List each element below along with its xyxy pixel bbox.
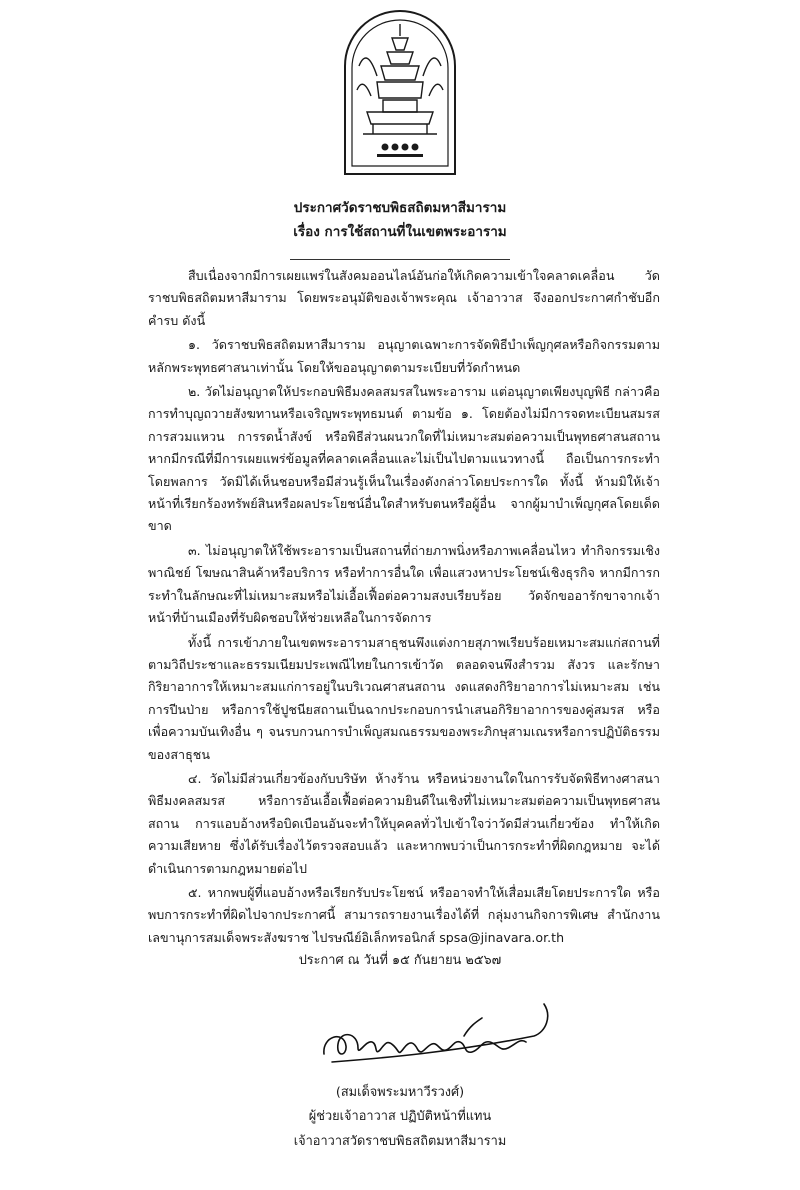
dress-code-paragraph: ทั้งนี้ การเข้าภายในเขตพระอารามสาธุชนพึงแต่งกายสุภาพเรียบร้อยเหมาะสมแก่สถานที่ตามวิถีประชาและธรรมเนียมประเพณีไทยในการเข้าวัด ตลอดจนพึงสำรวม สังวร และรักษากิริยาอาการให้เหมาะสมแก่การอยู่ในบริเวณศาสนสถาน งดแสดงกิริยาอาการไม่เหมาะสม เช่น การปีนป่าย หรือการใช้ปูชนียสถานเป็นฉากประกอบการนำเสนอกิริยาอาการของคู่สมรส หรือเพื่อความบันเทิงอื่น ๆ จนรบกวนการบำเพ็ญสมณธรรมของพระภิกษุสามเณรหรือการปฏิบัติธรรมของสาธุชน [148,634,660,762]
signer-position: เจ้าอาวาสวัดราชบพิธสถิตมหาสีมาราม [293,1134,507,1149]
clause-5: ๕. หากพบผู้ที่แอบอ้างหรือเรียกรับประโยชน์ หรืออาจทำให้เสื่อมเสียโดยประการใด หรือพบการกระทำที่ผิดไปจากประกาศนี้ สามารถรายงานเรื่องได้ที่ กลุ่มงานกิจการพิเศษ สำนักงานเลขานุการสมเด็จพระสังฆราช ไปรษณีย์อิเล็กทรอนิกส์ spsa@jinavara.or.th [148,884,660,945]
signer-name: (สมเด็จพระมหาวีรวงศ์) [335,1085,465,1100]
clause-3: ๓. ไม่อนุญาตให้ใช้พระอารามเป็นสถานที่ถ่ายภาพนิ่งหรือภาพเคลื่อนไหว ทำกิจกรรมเชิงพาณิชย์ โฆษณาสินค้าหรือบริการ หรือทำการอื่นใด เพื่อแสวงหาประโยชน์เชิงธุรกิจ หากมีการกระทำในลักษณะที่ไม่เหมาะสมหรือไม่เอื้อเฟื้อต่อความสงบเรียบร้อย วัดจักขออารักขาจากเจ้าหน้าที่บ้านเมืองที่รับผิดชอบให้ช่วยเหลือในการจัดการ [148,542,660,626]
clause-1: ๑. วัดราชบพิธสถิตมหาสีมาราม อนุญาตเฉพาะการจัดพิธีบำเพ็ญกุศลหรือกิจกรรมตามหลักพระพุทธศาสนาเท่านั้น โดยให้ขออนุญาตตามระเบียบที่วัดกำหนด [148,337,660,375]
announcement-date: ประกาศ ณ วันที่ ๑๕ กันยายน ๒๕๖๗ [298,953,502,968]
clause-4: ๔. วัดไม่มีส่วนเกี่ยวข้องกับบริษัท ห้างร้าน หรือหน่วยงานใดในการรับจัดพิธีทางศาสนาพิธีมงคลสมรส หรือการอันเอื้อเฟื้อต่อความยินดีในเชิงที่ไม่เหมาะสมต่อความเป็นพุทธศาสนสถาน การแอบอ้างหรือบิดเบือนอันจะทำให้บุคคลทั่วไปเข้าใจว่าวัดมีส่วนเกี่ยวข้อง ทำให้เกิดความเสียหาย ซึ่งได้รับเรื่องไว้ตรวจสอบแล้ว และหากพบว่าเป็นการกระทำที่ผิดกฎหมาย จะได้ดำเนินการตามกฎหมายต่อไป [148,770,660,876]
clause-2: ๒. วัดไม่อนุญาตให้ประกอบพิธีมงคลสมรสในพระอาราม แต่อนุญาตเพียงบุญพิธี กล่าวคือ การทำบุญถวายสังฆทานหรือเจริญพระพุทธมนต์ ตามข้อ ๑. โดยต้องไม่มีการจดทะเบียนสมรส การสวมแหวน การรดน้ำสังข์ หรือพิธีส่วนผนวกใดที่ไม่เหมาะสมต่อความเป็นพุทธศาสนสถาน หากมีกรณีที่มีการเผยแพร่ข้อมูลที่คลาดเคลื่อนและไม่เป็นไปตามแนวทางนี้ ถือเป็นการกระทำโดยพลการ วัดมิได้เห็นชอบหรือมีส่วนรู้เห็นในเรื่องดังกล่าวโดยประการใด ทั้งนี้ ห้ามมิให้เจ้าหน้าที่เรียกร้องทรัพย์สินหรือผลประโยชน์อื่นใดสำหรับตนหรือผู้อื่น จากผู้มาบำเพ็ญกุศลโดยเด็ดขาด [148,384,660,534]
announcement-title: ประกาศวัดราชบพิธสถิตมหาสีมาราม [293,200,507,216]
announcement-subject: เรื่อง การใช้สถานที่ในเขตพระอาราม [293,224,507,240]
title-divider [290,259,510,260]
announcement-body [148,265,660,951]
intro-paragraph: สืบเนื่องจากมีการเผยแพร่ในสังคมออนไลน์อันก่อให้เกิดความเข้าใจคลาดเคลื่อน วัดราชบพิธสถิตมหาสีมาราม โดยพระอนุมัติของเจ้าพระคุณ เจ้าอาวาส จึงออกประกาศกำชับอีกคำรบ ดังนี้ [148,268,660,328]
temple-seal-icon [337,6,463,178]
handwritten-signature-icon [314,996,554,1078]
signer-role: ผู้ช่วยเจ้าอาวาส ปฏิบัติหน้าที่แทน [308,1109,492,1124]
